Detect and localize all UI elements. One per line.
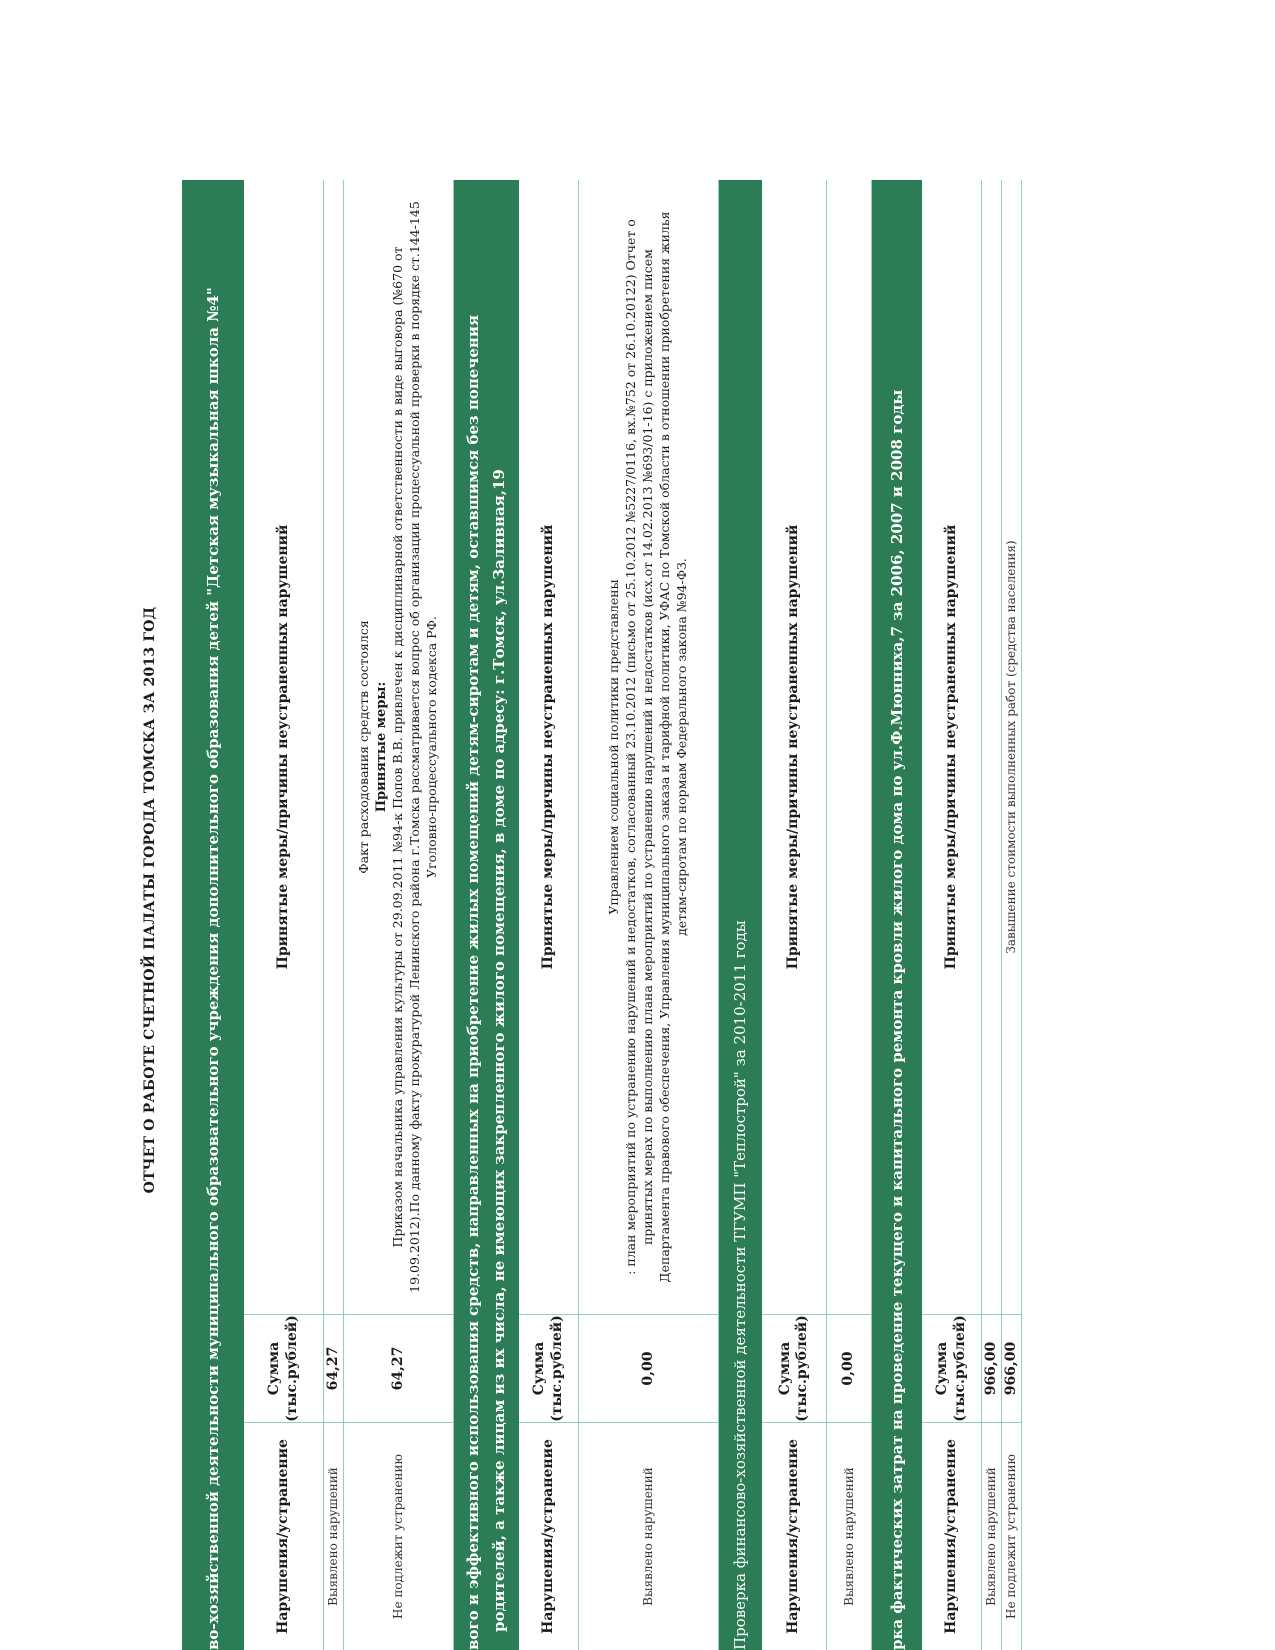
section-1-title: во-хозяйственной деятельности муниципального образовательного учреждения дополнительного образования детей "Детская музыкальная школа №4" — [182, 180, 244, 1650]
measures-cell: Факт расходования средств состоялся Принятые меры: Приказом начальника управления культуры от 29.09.2011 №94-к Попов В.В. привлечен к дисциплинарной ответственности в виде выговора (№670 от 19.09.2012).По данному факту прокуратурой Ленинского района г.Томска рассматривается вопрос об организации процессуальной проверки в порядке ст.144-145 Уголовно-процессуального кодекса РФ. — [355, 201, 440, 1293]
table-header-row: Нарушения/устранение Сумма (тыс.рублей) Принятые меры/причины неустраненных нарушений — [519, 180, 579, 1650]
table-row: Выявлено нарушений 0,00 Управлением социальной политики представлены : план мероприятий по устранению нарушений и недостатков, согласованный 23.10.2012 (письмо от 25.10.2012 №5227/0116, вх.№752 от 26.10.20122) Отчет о принятых мерах по выполнению плана мероприятий по устранению нарушений и недостатков (исх.от 14.02.2013 №693/01-16) с приложением писем Департамента правового обеспечения, Управления муниципального заказа и тарифной политики, УФАС по Томской области в отношении приобретения жилья детям-сиротам по нормам Федерального закона №94-ФЗ. — [579, 180, 719, 1650]
section-3-title: Проверка финансово-хозяйственной деятельности ТГУМП "Теплострой" за 2010-2011 годы — [719, 180, 762, 1650]
header-sum: Сумма (тыс.рублей) — [244, 1314, 323, 1422]
header-violation: Нарушения/устранение — [244, 1422, 323, 1650]
table-row: Выявлено нарушений 64,27 — [324, 180, 344, 1650]
table-row: Не подлежит устранению 966,00 Завышение стоимости выполненных работ (средства населения) — [1002, 180, 1022, 1650]
table-header-row — [244, 180, 324, 1650]
header-measures: Принятые меры/причины неустраненных нарушений — [274, 524, 291, 970]
table-row: Выявлено нарушений 0,00 — [827, 180, 872, 1650]
page-header: ОТЧЕТ О РАБОТЕ СЧЕТНОЙ ПАЛАТЫ ГОРОДА ТОМСКА ЗА 2013 ГОД — [142, 606, 158, 1194]
table-row: Не подлежит устранению 64,27 Факт расходования средств состоялся Принятые меры: Приказом начальника управления культуры от 29.09.2011 №94-к Попов В.В. привлечен к дисциплинарной ответственности в виде выговора (№670 от 19.09.2012).По данному факту прокуратурой Ленинского района г.Томска рассматривается вопрос об организации процессуальной проверки в порядке ст.144-145 Уголовно-процессуального кодекса РФ. — [344, 180, 454, 1650]
section-4-title: рка фактических затрат на проведение текущего и капитального ремонта кровли жилого дома по ул.Ф.Мюнниха,7 за 2006, 2007 и 2008 годы — [872, 180, 922, 1650]
report-table — [182, 180, 1077, 1650]
table-row: Выявлено нарушений 966,00 — [982, 180, 1002, 1650]
measures-cell: Управлением социальной политики представлены : план мероприятий по устранению нарушений и недостатков, согласованный 23.10.2012 (письмо от 25.10.2012 №5227/0116, вх.№752 от 26.10.20122) Отчет о принятых мерах по выполнению плана мероприятий по устранению нарушений и недостатков (исх.от 14.02.2013 №693/01-16) с приложением писем Департамента правового обеспечения, Управления муниципального заказа и тарифной политики, УФАС по Томской области в отношении приобретения жилья детям-сиротам по нормам Федерального закона №94-ФЗ. — [606, 211, 689, 1283]
section-2-title: вого и эффективного использования средств, направленных на приобретение жилых помещений детям-сиротам и детям, оставшимся без попечения родителей, а также лицам из их числа, не имеющих закрепленного жилого помещения, в доме по адресу: г.Томск, ул.Заливная,19 — [454, 180, 519, 1650]
table-header-row: Нарушения/устранение Сумма (тыс.рублей) Принятые меры/причины неустраненных нарушений — [922, 180, 982, 1650]
report-table-rotated — [182, 180, 1077, 1650]
table-header-row: Нарушения/устранение Сумма (тыс.рублей) Принятые меры/причины неустраненных нарушений — [762, 180, 827, 1650]
